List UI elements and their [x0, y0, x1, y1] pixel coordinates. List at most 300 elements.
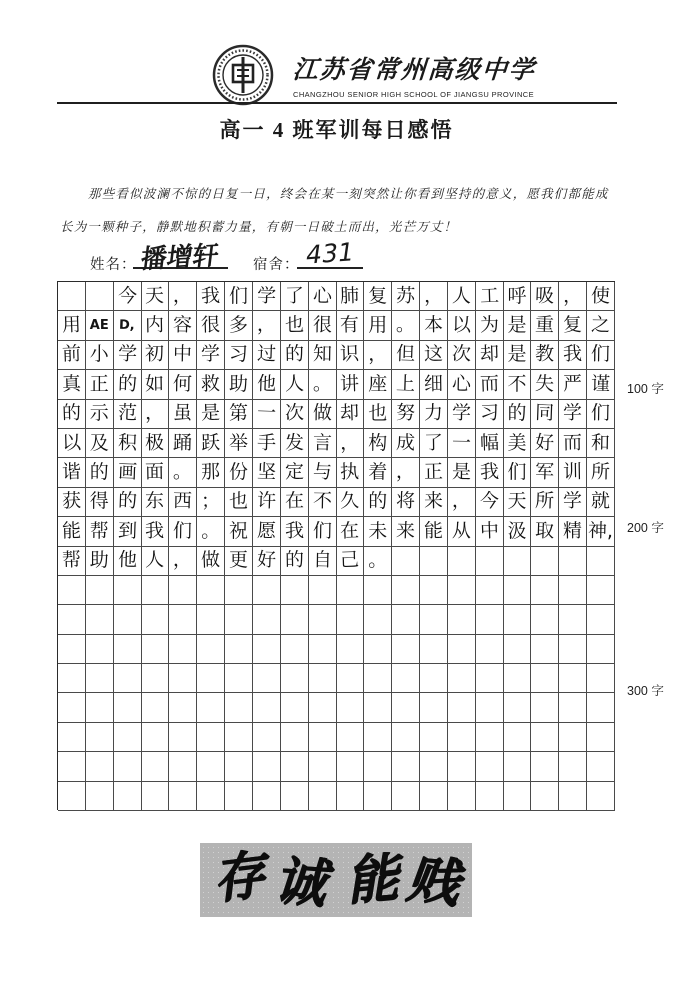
- grid-cell: [253, 311, 281, 340]
- handwritten-char: 严: [563, 372, 583, 396]
- grid-cell: [58, 782, 86, 811]
- handwritten-char: 们: [229, 284, 249, 307]
- prompt-line-1: 那些看似波澜不惊的日复一日，终会在某一刻突然让你看到坚持的意义，愿我们都能成: [88, 187, 609, 201]
- handwritten-char: 虽: [173, 402, 193, 425]
- grid-cell: [559, 693, 587, 722]
- grid-cell: [58, 605, 86, 634]
- handwritten-char: 许: [256, 490, 277, 513]
- handwritten-char: 前: [61, 343, 82, 366]
- grid-cell: [169, 723, 197, 752]
- handwritten-char: 了: [284, 284, 304, 307]
- grid-cell: [281, 311, 309, 340]
- handwritten-char: 但: [395, 343, 416, 366]
- grid-cell: [58, 429, 86, 458]
- grid-cell: [420, 282, 448, 311]
- handwritten-char: 为: [479, 313, 500, 337]
- grid-cell: [392, 282, 420, 311]
- grid-cell: [58, 547, 86, 576]
- grid-cell: [476, 635, 504, 664]
- handwritten-char: 上: [395, 372, 416, 396]
- handwritten-char: 中: [479, 519, 500, 543]
- handwritten-char: 他: [256, 372, 277, 396]
- grid-cell: [337, 341, 365, 370]
- grid-cell: [448, 458, 476, 487]
- grid-cell: [197, 664, 225, 693]
- handwritten-char: 心: [312, 284, 332, 307]
- grid-cell: [559, 752, 587, 781]
- handwritten-char: 正: [89, 372, 109, 395]
- grid-cell: [142, 311, 170, 340]
- grid-cell: [448, 752, 476, 781]
- handwritten-char: 重: [534, 313, 555, 337]
- grid-cell: [420, 693, 448, 722]
- handwritten-char: 谐: [61, 460, 82, 484]
- grid-cell: [281, 400, 309, 429]
- grid-cell: [559, 547, 587, 576]
- grid-cell: [253, 752, 281, 781]
- grid-cell: [142, 429, 170, 458]
- grid-cell: [364, 341, 392, 370]
- handwritten-char: 之: [590, 313, 611, 337]
- grid-cell: [225, 547, 253, 576]
- grid-cell: [86, 282, 114, 311]
- grid-cell: [337, 693, 365, 722]
- grid-cell: [392, 664, 420, 693]
- handwritten-char: 他: [117, 548, 138, 572]
- grid-cell: [364, 782, 392, 811]
- grid-cell: [142, 693, 170, 722]
- handwritten-char: 构: [368, 431, 388, 454]
- grid-cell: [420, 605, 448, 634]
- handwritten-char: 过: [256, 343, 277, 366]
- grid-cell: [364, 400, 392, 429]
- grid-cell: [142, 782, 170, 811]
- grid-cell: [337, 782, 365, 811]
- grid-cell: [559, 370, 587, 399]
- grid-cell: [114, 282, 142, 311]
- grid-cell: [253, 723, 281, 752]
- grid-cell: [225, 341, 253, 370]
- grid-cell: [531, 400, 559, 429]
- grid-cell: [448, 488, 476, 517]
- handwritten-char: 着: [368, 461, 388, 484]
- grid-cell: [114, 429, 142, 458]
- grid-cell: [448, 429, 476, 458]
- dorm-handwritten-value: 431: [304, 237, 356, 270]
- handwritten-char: 东: [145, 490, 165, 513]
- grid-cell: [309, 693, 337, 722]
- handwritten-char: 是: [200, 401, 221, 425]
- handwritten-char: 幅: [479, 431, 500, 454]
- handwritten-char: 好: [534, 431, 555, 454]
- handwritten-char: 的: [284, 343, 304, 366]
- handwritten-char: 未: [368, 519, 388, 542]
- grid-cell: [420, 635, 448, 664]
- grid-cell: [225, 782, 253, 811]
- grid-cell: [559, 723, 587, 752]
- handwritten-char: 学: [451, 402, 472, 425]
- grid-cell: [476, 723, 504, 752]
- grid-cell: [253, 693, 281, 722]
- grid-cell: [197, 341, 225, 370]
- grid-cell: [448, 341, 476, 370]
- grid-cell: [448, 370, 476, 399]
- grid-cell: [197, 723, 225, 752]
- word-count-marker-200: 200 字: [627, 521, 664, 535]
- grid-cell: [392, 723, 420, 752]
- handwritten-char: D,: [118, 317, 136, 334]
- grid-cell: [587, 400, 615, 429]
- grid-cell: [197, 576, 225, 605]
- handwritten-char: 踊: [173, 431, 193, 454]
- grid-cell: [114, 693, 142, 722]
- grid-cell: [253, 370, 281, 399]
- grid-cell: [337, 605, 365, 634]
- grid-cell: [281, 693, 309, 722]
- grid-cell: [253, 547, 281, 576]
- grid-cell: [309, 635, 337, 664]
- grid-cell: [253, 400, 281, 429]
- grid-cell: [281, 723, 309, 752]
- grid-cell: [531, 370, 559, 399]
- grid-cell: [504, 370, 532, 399]
- grid-cell: [253, 458, 281, 487]
- grid-cell: [337, 488, 365, 517]
- grid-cell: [197, 605, 225, 634]
- motto-calligraphy-char: 存: [208, 844, 268, 911]
- handwritten-char: 谨: [590, 372, 611, 396]
- grid-cell: [309, 605, 337, 634]
- grid-cell: [392, 488, 420, 517]
- grid-cell: [309, 400, 337, 429]
- grid-cell: [142, 664, 170, 693]
- handwritten-char: 在: [284, 490, 304, 513]
- handwritten-char: 份: [229, 461, 249, 484]
- grid-cell: [476, 782, 504, 811]
- grid-cell: [225, 664, 253, 693]
- grid-cell: [281, 635, 309, 664]
- grid-cell: [169, 341, 197, 370]
- grid-cell: [86, 605, 114, 634]
- motto-calligraphy-char: 能: [343, 846, 401, 913]
- grid-cell: [587, 782, 615, 811]
- grid-cell: [169, 488, 197, 517]
- grid-cell: [225, 400, 253, 429]
- grid-cell: [309, 311, 337, 340]
- grid-cell: [504, 400, 532, 429]
- handwritten-char: 帮: [61, 548, 82, 572]
- grid-cell: [337, 429, 365, 458]
- handwritten-char: 有: [340, 313, 360, 337]
- grid-cell: [58, 400, 86, 429]
- handwritten-char: 那: [200, 460, 221, 484]
- essay-grid-section: [57, 281, 664, 811]
- grid-cell: [504, 547, 532, 576]
- grid-cell: [86, 723, 114, 752]
- grid-cell: [504, 723, 532, 752]
- handwritten-char: 祝: [229, 519, 249, 542]
- grid-cell: [476, 547, 504, 576]
- grid-cell: [169, 635, 197, 664]
- handwritten-char: 容: [173, 313, 193, 337]
- grid-cell: [531, 723, 559, 752]
- handwritten-char: 己: [340, 548, 360, 572]
- handwritten-char: 取: [534, 519, 555, 543]
- grid-cell: [142, 282, 170, 311]
- grid-cell: [392, 400, 420, 429]
- grid-cell: [86, 664, 114, 693]
- grid-cell: [476, 664, 504, 693]
- handwritten-char: AE: [89, 318, 109, 334]
- grid-cell: [253, 664, 281, 693]
- grid-cell: [253, 341, 281, 370]
- handwritten-char: 今: [479, 490, 500, 513]
- grid-cell: [197, 282, 225, 311]
- grid-cell: [58, 370, 86, 399]
- grid-cell: [337, 370, 365, 399]
- handwritten-char: 教: [534, 343, 555, 366]
- handwritten-char: 我: [145, 519, 165, 542]
- grid-cell: [253, 517, 281, 546]
- handwritten-char: 极: [145, 431, 165, 454]
- handwritten-char: 执: [340, 460, 360, 484]
- grid-cell: [531, 282, 559, 311]
- grid-cell: [86, 370, 114, 399]
- grid-cell: [504, 458, 532, 487]
- handwritten-char: 用: [61, 313, 82, 337]
- grid-cell: [114, 400, 142, 429]
- grid-cell: [420, 488, 448, 517]
- handwritten-char: 军: [534, 460, 555, 484]
- handwritten-char: 使: [590, 284, 611, 307]
- grid-cell: [169, 693, 197, 722]
- grid-cell: [169, 400, 197, 429]
- grid-cell: [531, 635, 559, 664]
- grid-cell: [309, 664, 337, 693]
- grid-cell: [420, 547, 448, 576]
- grid-cell: [504, 517, 532, 546]
- grid-cell: [169, 752, 197, 781]
- grid-cell: [559, 311, 587, 340]
- handwritten-char: 中: [173, 343, 193, 366]
- grid-cell: [142, 458, 170, 487]
- grid-cell: [476, 370, 504, 399]
- header-divider: [57, 102, 617, 104]
- grid-cell: [281, 752, 309, 781]
- grid-cell: [114, 782, 142, 811]
- grid-cell: [337, 517, 365, 546]
- grid-cell: [86, 311, 114, 340]
- handwritten-char: 如: [145, 372, 165, 396]
- handwritten-char: 精: [563, 519, 583, 542]
- grid-cell: [58, 635, 86, 664]
- handwritten-char: ，: [173, 549, 193, 572]
- handwritten-char: 座: [368, 372, 388, 395]
- name-label: 姓名：: [90, 257, 137, 273]
- grid-cell: [364, 311, 392, 340]
- grid-cell: [337, 723, 365, 752]
- grid-cell: [559, 576, 587, 605]
- grid-cell: [309, 517, 337, 546]
- grid-cell: [420, 723, 448, 752]
- grid-cell: [197, 517, 225, 546]
- handwritten-char: 却: [340, 401, 360, 425]
- grid-cell: [531, 488, 559, 517]
- grid-cell: [114, 635, 142, 664]
- handwritten-char: 及: [89, 431, 109, 454]
- grid-cell: [531, 752, 559, 781]
- handwritten-char: ，: [395, 460, 416, 484]
- grid-cell: [364, 517, 392, 546]
- handwritten-char: 能: [423, 519, 444, 542]
- grid-cell: [281, 547, 309, 576]
- handwritten-char: 更: [229, 549, 249, 572]
- handwritten-char: 。: [368, 549, 388, 572]
- handwritten-char: 复: [368, 284, 388, 307]
- handwritten-char: 坚: [256, 460, 277, 484]
- handwritten-char: 到: [117, 519, 138, 543]
- grid-cell: [476, 311, 504, 340]
- handwritten-char: ，: [256, 313, 277, 337]
- grid-cell: [587, 517, 615, 546]
- grid-cell: [114, 488, 142, 517]
- handwritten-char: 学: [256, 284, 277, 308]
- grid-cell: [197, 400, 225, 429]
- grid-cell: [448, 635, 476, 664]
- grid-cell: [587, 693, 615, 722]
- handwritten-char: 在: [340, 519, 360, 543]
- grid-cell: [253, 429, 281, 458]
- handwritten-char: 愿: [256, 519, 277, 543]
- handwritten-char: 的: [89, 461, 109, 484]
- handwritten-char: 来: [423, 490, 444, 513]
- grid-cell: [309, 282, 337, 311]
- grid-cell: [504, 488, 532, 517]
- grid-cell: [504, 605, 532, 634]
- grid-cell: [197, 693, 225, 722]
- grid-cell: [420, 311, 448, 340]
- handwritten-char: 何: [173, 372, 193, 396]
- grid-cell: [559, 635, 587, 664]
- grid-cell: [448, 605, 476, 634]
- handwritten-char: 的: [284, 549, 304, 572]
- grid-cell: [392, 311, 420, 340]
- grid-cell: [504, 341, 532, 370]
- grid-cell: [225, 605, 253, 634]
- grid-cell: [281, 517, 309, 546]
- handwritten-char: 我: [284, 519, 304, 542]
- grid-cell: [86, 488, 114, 517]
- handwritten-char: 与: [312, 460, 332, 484]
- grid-cell: [448, 282, 476, 311]
- handwritten-char: 讲: [340, 372, 360, 396]
- handwritten-char: 神,: [587, 519, 614, 543]
- grid-cell: [476, 605, 504, 634]
- grid-cell: [142, 576, 170, 605]
- handwritten-char: 。: [395, 313, 416, 337]
- grid-cell: [504, 782, 532, 811]
- grid-cell: [309, 458, 337, 487]
- handwritten-char: 能: [61, 519, 82, 543]
- handwritten-char: 识: [340, 343, 360, 366]
- handwritten-char: 同: [534, 401, 555, 425]
- grid-cell: [169, 370, 197, 399]
- handwritten-char: 一: [256, 401, 277, 425]
- handwritten-char: 西: [173, 490, 193, 513]
- grid-cell: [58, 752, 86, 781]
- grid-cell: [225, 488, 253, 517]
- grid-cell: [142, 723, 170, 752]
- grid-cell: [281, 576, 309, 605]
- grid-cell: [281, 488, 309, 517]
- handwritten-char: 得: [89, 490, 109, 513]
- grid-cell: [504, 752, 532, 781]
- grid-cell: [448, 782, 476, 811]
- handwritten-char: 面: [145, 460, 165, 484]
- grid-cell: [420, 752, 448, 781]
- grid-cell: [225, 693, 253, 722]
- handwritten-char: 的: [61, 401, 82, 425]
- handwritten-char: 却: [479, 343, 500, 366]
- grid-cell: [420, 576, 448, 605]
- grid-cell: [364, 752, 392, 781]
- grid-cell: [559, 664, 587, 693]
- grid-cell: [531, 664, 559, 693]
- handwritten-char: 获: [61, 490, 82, 513]
- handwritten-char: 知: [312, 343, 332, 366]
- handwritten-char: ，: [423, 284, 444, 307]
- handwritten-char: 天: [145, 284, 165, 307]
- grid-cell: [476, 517, 504, 546]
- grid-cell: [142, 400, 170, 429]
- grid-cell: [197, 752, 225, 781]
- handwritten-char: 了: [423, 431, 444, 454]
- school-name-en: CHANGZHOU SENIOR HIGH SCHOOL OF JIANGSU PROVINCE: [293, 90, 535, 99]
- grid-cell: [364, 429, 392, 458]
- handwritten-char: 的: [117, 372, 138, 396]
- grid-cell: [114, 311, 142, 340]
- handwritten-char: 助: [89, 549, 109, 572]
- handwritten-char: 很: [312, 313, 332, 337]
- grid-cell: [309, 341, 337, 370]
- grid-cell: [58, 693, 86, 722]
- grid-cell: [225, 370, 253, 399]
- grid-cell: [476, 429, 504, 458]
- grid-cell: [225, 635, 253, 664]
- grid-cell: [58, 488, 86, 517]
- handwritten-char: 范: [117, 401, 138, 425]
- handwritten-char: 来: [395, 519, 416, 543]
- handwritten-char: 就: [590, 490, 611, 513]
- grid-cell: [364, 635, 392, 664]
- handwritten-char: 学: [200, 343, 221, 366]
- handwritten-char: 内: [145, 313, 165, 337]
- grid-cell: [392, 693, 420, 722]
- grid-cell: [531, 547, 559, 576]
- handwritten-char: 苏: [395, 284, 416, 308]
- handwritten-char: 这: [423, 343, 444, 366]
- handwritten-char: 本: [423, 313, 444, 337]
- grid-cell: [587, 488, 615, 517]
- grid-cell: [559, 282, 587, 311]
- grid-cell: [364, 723, 392, 752]
- dorm-field: [297, 239, 363, 269]
- grid-cell: [531, 517, 559, 546]
- grid-cell: [337, 664, 365, 693]
- handwritten-char: 举: [229, 431, 249, 454]
- grid-cell: [364, 693, 392, 722]
- grid-cell: [337, 458, 365, 487]
